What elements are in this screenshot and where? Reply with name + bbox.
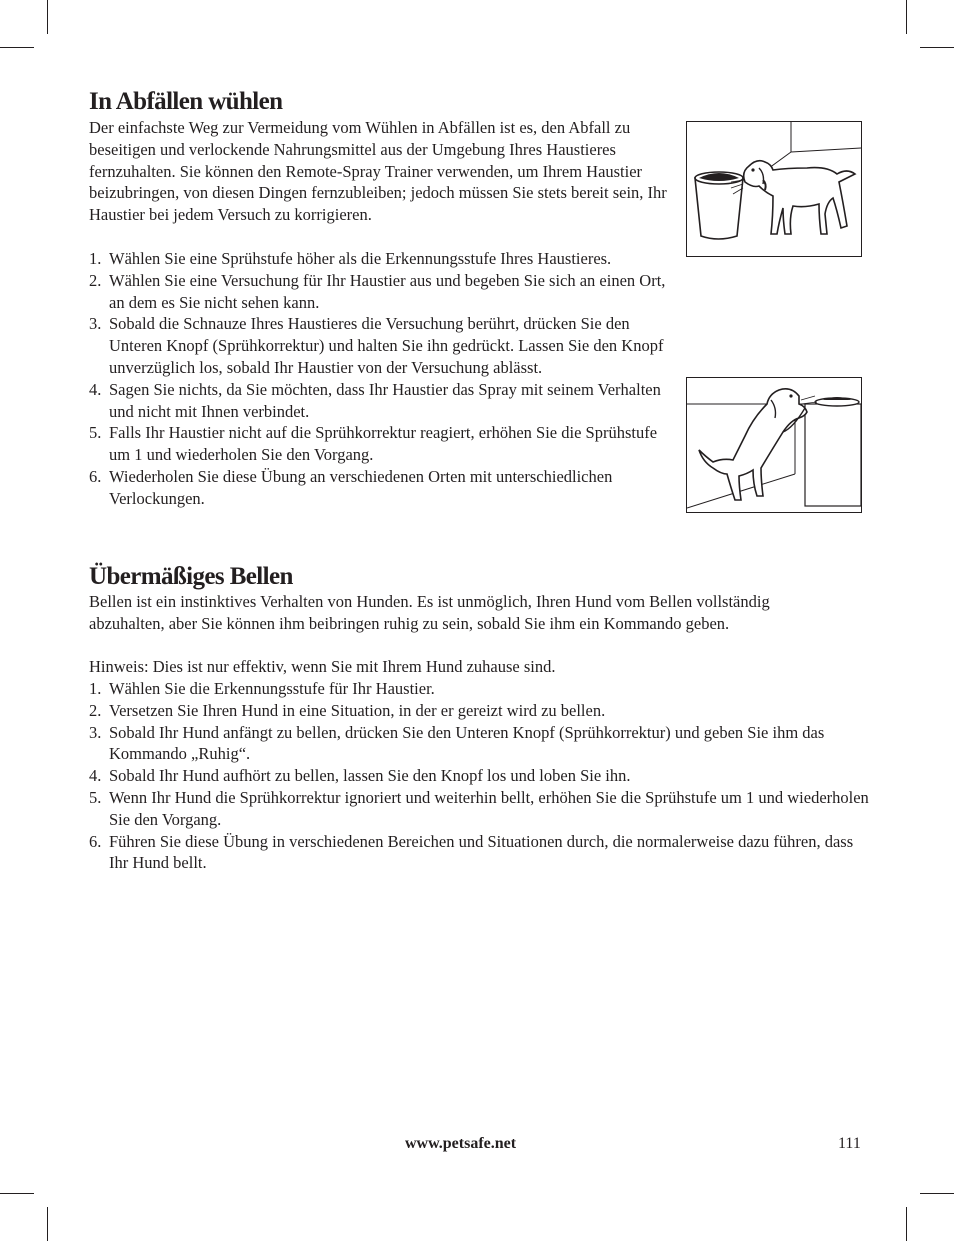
list-item: 5. Wenn Ihr Hund die Sprühkorrektur ignoriert und weiterhin bellt, erhöhen Sie die Sprühstufe um 1 und wiederholen Sie den Vorgang.: [89, 787, 869, 829]
section-intro: Der einfachste Weg zur Vermeidung vom Wühlen in Abfällen ist es, den Abfall zu beseitigen und verlockende Nahrungsmittel aus der Umgebung Ihres Haustieres fernzuhalten. Sie können den Remote-Spray Trainer verwenden, um Ihrem Haustier beizubringen, von diesen Dingen fernzubleiben; jedoch müssen Sie stets bereit sein, Ihr Haustier bei jedem Versuch zu korrigieren.: [89, 118, 667, 225]
list-item: 1. Wählen Sie eine Sprühstufe höher als die Erkennungsstufe Ihres Haustieres.: [89, 249, 612, 268]
crop-mark: [906, 1207, 907, 1241]
crop-mark: [920, 1193, 954, 1194]
dog-counter-illustration: [686, 377, 862, 513]
crop-mark: [0, 47, 34, 48]
list-item: 2. Versetzen Sie Ihren Hund in eine Situation, in der er gereizt wird zu bellen.: [89, 700, 606, 720]
steps-list: [89, 678, 869, 874]
note-text: Hinweis: Dies ist nur effektiv, wenn Sie mit Ihrem Hund zuhause sind.: [89, 657, 556, 676]
list-item: 6. Wiederholen Sie diese Übung an verschiedenen Orten mit unterschiedlichen Verlockungen.: [89, 466, 613, 508]
list-item: 1. Wählen Sie die Erkennungsstufe für Ihr Haustier.: [89, 679, 435, 698]
list-item: 4. Sobald Ihr Hund aufhört zu bellen, lassen Sie den Knopf los und loben Sie ihn.: [89, 766, 631, 786]
list-item: 6. Führen Sie diese Übung in verschiedenen Bereichen und Situationen durch, die normalerweise dazu führen, dass Ihr Hund bellt.: [89, 831, 854, 873]
steps-list: [89, 248, 669, 510]
section-intro: Bellen ist ein instinktives Verhalten von Hunden. Es ist unmöglich, Ihren Hund vom Bellen vollständig abzuhalten, aber Sie können ihm beibringen ruhig zu sein, sobald Sie ihm ein Kommando geben.: [89, 592, 770, 633]
dog-trash-illustration: [686, 121, 862, 257]
page-number: 111: [838, 1135, 861, 1152]
crop-mark: [920, 47, 954, 48]
list-item: 4. Sagen Sie nichts, da Sie möchten, dass Ihr Haustier das Spray mit seinem Verhalten und nicht mit Ihnen verbindet.: [89, 379, 661, 421]
section-title: Übermäßiges Bellen: [89, 563, 293, 590]
list-item: 5. Falls Ihr Haustier nicht auf die Sprühkorrektur reagiert, erhöhen Sie die Sprühstufe um 1 und wiederholen Sie den Vorgang.: [89, 423, 658, 465]
crop-mark: [0, 1193, 34, 1194]
section-title: In Abfällen wühlen: [89, 88, 283, 115]
list-item: 2. Wählen Sie eine Versuchung für Ihr Haustier aus und begeben Sie sich an einen Ort, an dem es Sie nicht sehen kann.: [89, 270, 666, 312]
list-item: 3. Sobald die Schnauze Ihres Haustieres die Versuchung berührt, drücken Sie den Unteren Knopf (Sprühkorrektur) und halten Sie ihn gedrückt. Lassen Sie den Knopf unverzüglich los, sobald Ihr Haustier von der Versuchung ablässt.: [89, 314, 664, 377]
crop-mark: [906, 0, 907, 34]
crop-mark: [47, 1207, 48, 1241]
list-item: 3. Sobald Ihr Hund anfängt zu bellen, drücken Sie den Unteren Knopf (Sprühkorrektur) und geben Sie ihm das Kommando „Ruhig“.: [89, 722, 825, 764]
crop-mark: [47, 0, 48, 34]
website-link[interactable]: www.petsafe.net: [405, 1135, 517, 1152]
